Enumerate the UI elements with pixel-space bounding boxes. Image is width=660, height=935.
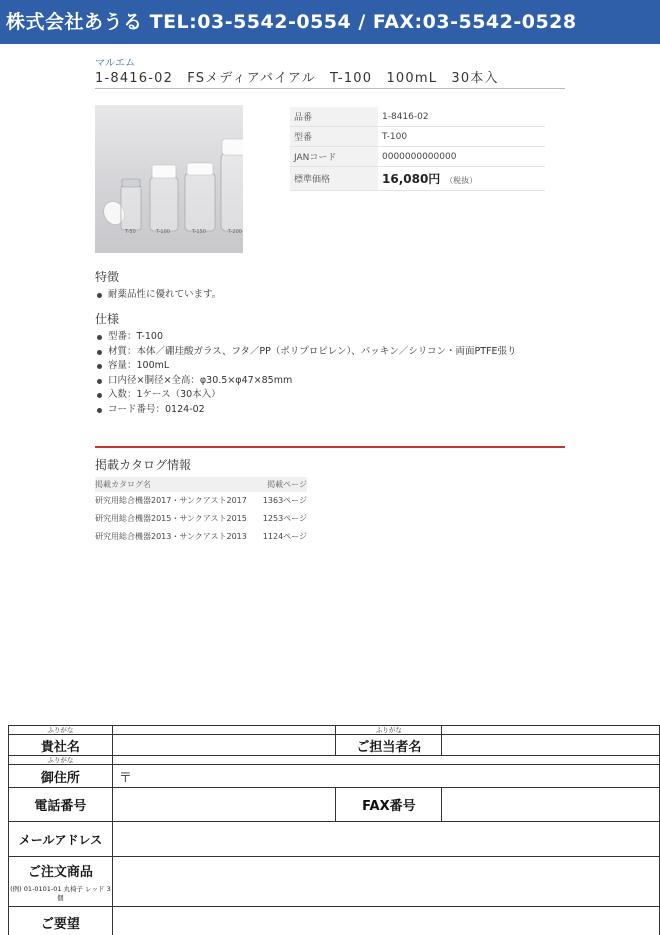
catalog-name: 研究用総合機器2017・サンクアスト2017 (95, 492, 259, 510)
specs-heading: 仕様 (95, 312, 120, 326)
company-furigana-input[interactable] (112, 726, 336, 735)
catalog-col-page: 掲載ページ (259, 477, 307, 492)
vial-label-1: T-50 (125, 229, 136, 235)
furigana-row (9, 756, 660, 765)
vial-label-2: T-100 (156, 229, 170, 235)
fax-input[interactable] (442, 788, 660, 822)
vials-image (95, 105, 243, 253)
contact-label: ご担当者名 (336, 735, 442, 756)
catalog-header-row (95, 477, 307, 492)
product-title: 1-8416-02 FSメディアバイアル T-100 100mL 30本入 (95, 71, 499, 86)
email-input[interactable] (112, 822, 659, 857)
catalog-page: 1124ページ (259, 528, 307, 546)
spec-item: 入数：1ケース（30本入） (95, 388, 517, 403)
price-tax-note: （税抜） (445, 176, 478, 185)
order-item-input[interactable] (112, 857, 659, 907)
furigana-label: ふりがな (9, 726, 113, 735)
order-form (8, 725, 660, 935)
maker-name[interactable]: マルエム (95, 58, 135, 69)
section-divider (95, 446, 565, 448)
catalog-name: 研究用総合機器2015・サンクアスト2015 (95, 510, 259, 528)
features-heading: 特徴 (95, 270, 120, 284)
spec-key: JANコード (290, 147, 378, 167)
spec-item: 口内径×胴径×全高：φ30.5×φ47×85mm (95, 374, 517, 389)
contact-furigana-input[interactable] (442, 726, 660, 735)
vial-label-4: T-200 (228, 229, 242, 235)
email-label: メールアドレス (9, 822, 113, 857)
spec-item: 型番：T-100 (95, 330, 517, 345)
contact-input[interactable] (442, 735, 660, 756)
spec-key: 品番 (290, 107, 378, 127)
company-input[interactable] (112, 735, 336, 756)
features-list (95, 288, 221, 303)
order-item-cell (9, 857, 113, 907)
furigana-label: ふりがな (9, 756, 113, 765)
catalog-page: 1363ページ (259, 492, 307, 510)
address-furigana-input[interactable] (112, 756, 659, 765)
price-value: 16,080円 (382, 172, 441, 186)
requests-label: ご要望 (9, 907, 113, 935)
order-item-hint: (例) 01-0101-01 丸椅子 レッド 3個 (10, 885, 111, 902)
spec-table (290, 107, 545, 191)
spec-value: T-100 (378, 127, 545, 147)
company-row (9, 735, 660, 756)
furigana-label: ふりがな (336, 726, 442, 735)
spec-item: 容量：100mL (95, 359, 517, 374)
catalog-name: 研究用総合機器2013・サンクアスト2013 (95, 528, 259, 546)
catalog-row (95, 528, 307, 546)
spec-value: 1-8416-02 (378, 107, 545, 127)
phone-row (9, 788, 660, 822)
spec-value: 0000000000000 (378, 147, 545, 167)
requests-input[interactable] (112, 907, 659, 935)
catalog-table (95, 477, 307, 546)
feature-item: 耐薬品性に優れています。 (95, 288, 221, 303)
furigana-row (9, 726, 660, 735)
catalog-page: 1253ページ (259, 510, 307, 528)
spec-item: 材質：本体／硼珪酸ガラス、フタ／PP（ポリプロピレン）、パッキン／シリコン・両面PTFE張り (95, 345, 517, 360)
contact-banner: 株式会社あうる TEL:03-5542-0554 / FAX:03-5542-0528 (0, 0, 660, 44)
email-row (9, 822, 660, 857)
catalog-row (95, 510, 307, 528)
address-input[interactable] (112, 765, 659, 788)
price-key: 標準価格 (290, 167, 378, 191)
catalog-row (95, 492, 307, 510)
vial-label-3: T-150 (192, 229, 206, 235)
specs-list (95, 330, 517, 417)
phone-input[interactable] (112, 788, 336, 822)
title-divider (95, 88, 565, 89)
spec-key: 型番 (290, 127, 378, 147)
postal-mark: 〒 (118, 771, 132, 786)
spec-item: コード番号：0124-02 (95, 403, 517, 418)
order-item-row (9, 857, 660, 907)
order-item-label: ご注文商品 (27, 865, 93, 880)
address-row (9, 765, 660, 788)
product-photo (95, 105, 243, 253)
address-label: 御住所 (9, 765, 113, 788)
requests-row (9, 907, 660, 935)
spec-row (290, 147, 545, 167)
company-label: 貴社名 (9, 735, 113, 756)
price-row (290, 167, 545, 191)
spec-row (290, 127, 545, 147)
price-cell (378, 167, 545, 191)
catalog-heading: 掲載カタログ情報 (95, 458, 192, 472)
spec-row (290, 107, 545, 127)
phone-label: 電話番号 (9, 788, 113, 822)
fax-label: FAX番号 (336, 788, 442, 822)
catalog-col-name: 掲載カタログ名 (95, 477, 259, 492)
